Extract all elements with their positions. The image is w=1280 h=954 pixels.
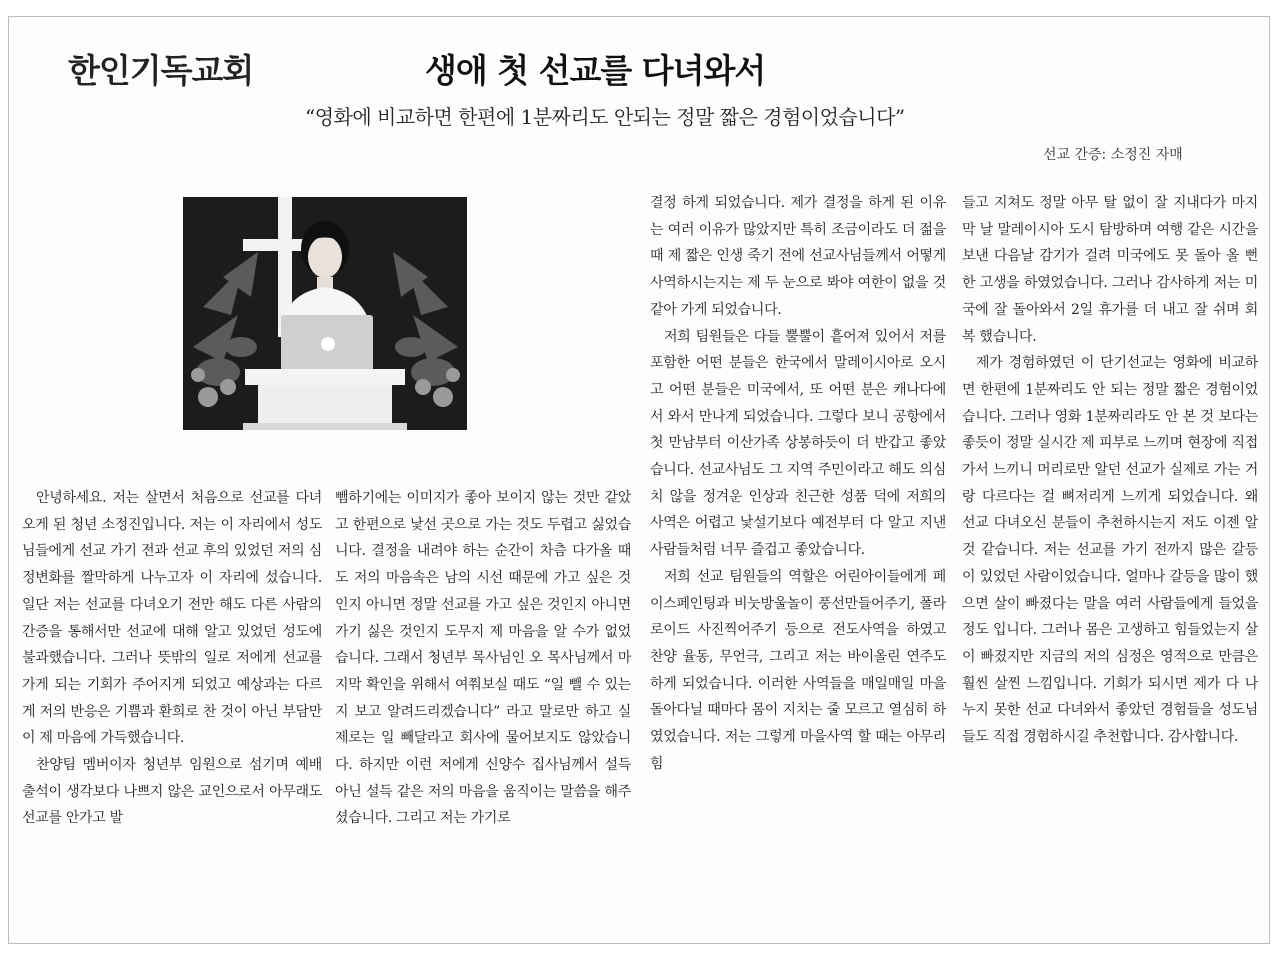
headline: 생애 첫 선교를 다녀와서 xyxy=(425,51,766,90)
byline: 선교 간증: 소정진 자매 xyxy=(1043,147,1183,163)
section-label: 한인기독교회 xyxy=(68,51,254,90)
speaker-photo xyxy=(183,197,467,430)
paragraph: 안녕하세요. 저는 살면서 처음으로 선교를 다녀오게 된 청년 소정진입니다. 저는 이 자리에서 성도님들에게 선교 가기 전과 선교 후의 있었던 저의 심정변화를 짤막하게 나누고자 이 자리에 섰습니다. 일단 저는 선교를 다녀오기 전만 해도 다른 사람의 간증을 통해서만 선교에 대해 알고 있었던 성도에 불과했습니다. 그러나 뜻밖의 일로 저에게 선교를 가게 되는 기회가 주어지게 되었고 예상과는 다르게 저의 반응은 기쁨과 환희로 찬 것이 아닌 부담만이 제 마음에 가득했습니다. xyxy=(22,490,322,747)
subheadline-quote: “영화에 비교하면 한편에 1분짜리도 안되는 정말 짧은 경험이었습니다” xyxy=(305,105,905,129)
paragraph: 저희 선교 팀원들의 역할은 어린아이들에게 페이스페인팅과 비눗방울놀이 풍선만들어주기, 폴라로이드 사진찍어주기 등으로 전도사역을 하였고 찬양 율동, 무언극, 그리고 저는 바이올린 연주도 하게 되었습니다. 이러한 사역들을 매일매일 마을 돌아다닐 때마다 몸이 지치는 줄 모르고 열심히 하였었습니다. 저는 그렇게 마을사역 할 때는 아무리 힘 xyxy=(650,568,946,772)
paragraph: 찬양팀 멤버이자 청년부 임원으로 섬기며 예배 출석이 생각보다 나쁘지 않은 교인으로서 아무래도 선교를 안가고 발 xyxy=(22,757,322,827)
paragraph: 들고 지쳐도 정말 아무 탈 없이 잘 지내다가 마지막 날 말레이시아 도시 탐방하며 여행 같은 시간을 보낸 다음날 감기가 걸려 미국에도 못 돌아 올 뻔한 고생을 하였었습니다. 그러나 감사하게 저는 미국에 잘 돌아와서 2일 휴가를 더 내고 잘 쉬며 회복 했습니다. xyxy=(962,195,1258,345)
article-column-4 xyxy=(962,190,1258,751)
paragraph: 뺌하기에는 이미지가 좋아 보이지 않는 것만 같았고 한편으로 낯선 곳으로 가는 것도 두렵고 싫었습니다. 결정을 내려야 하는 순간이 차츰 다가올 때도 저의 마음속은 남의 시선 때문에 가고 싶은 것인지 아니면 정말 선교를 가고 싶은 것인지 아니면 가기 싫은 것인지 도무지 제 마음을 알 수가 없었습니다. 그래서 청년부 목사님인 오 목사님께서 마지막 확인을 위해서 여쭤보실 때도 “일 뺄 수 있는지 보고 알려드리겠습니다” 라고 말로만 하고 실제로는 일 빼달라고 회사에 물어보지도 않았습니다. 하지만 이런 저에게 신양수 집사님께서 설득 아닌 설득 같은 저의 마음을 움직이는 말씀을 해주셨습니다. 그리고 저는 가기로 xyxy=(335,490,631,827)
article-column-1 xyxy=(22,485,322,832)
paragraph: 결정 하게 되었습니다. 제가 결정을 하게 된 이유는 여러 이유가 많았지만 특히 조금이라도 더 젊을 때 제 짧은 인생 죽기 전에 선교사님들께서 어떻게 사역하시는지는 제 두 눈으로 봐야 여한이 없을 것 같아 가게 되었습니다. xyxy=(650,195,946,318)
paragraph: 제가 경험하였던 이 단기선교는 영화에 비교하면 한편에 1분짜리도 안 되는 정말 짧은 경험이었습니다. 그러나 영화 1분짜리라도 안 본 것 보다는 좋듯이 정말 실시간 제 피부로 느끼며 현장에 직접 가서 느끼니 머리로만 알던 선교가 실제로 가는 거랑 다르다는 걸 뼈저리게 느끼게 되었습니다. 왜 선교 다녀오신 분들이 추천하시는지 저도 이젠 알 것 같습니다. 저는 선교를 가기 전까지 많은 갈등이 있었던 사람이었습니다. 얼마나 갈등을 많이 했으면 살이 빠졌다는 말을 여러 사람들에게 들었을 정도 입니다. 그러나 몸은 고생하고 힘들었는지 살이 빠졌지만 지금의 저의 심정은 영적으로 만큼은 훨씬 살찐 느낌입니다. 기회가 되시면 제가 다 나누지 못한 선교 다녀와서 좋았던 경험들을 성도님들도 직접 경험하시길 추천합니다. 감사합니다. xyxy=(962,355,1258,746)
speaker-photo-illustration xyxy=(183,197,467,430)
paragraph: 저희 팀원들은 다들 뿔뿔이 흩어져 있어서 저를 포함한 어떤 분들은 한국에서 말레이시아로 오시고 어떤 분들은 미국에서, 또 어떤 분은 캐나다에서 와서 만나게 되었습니다. 그렇다 보니 공항에서 첫 만남부터 이산가족 상봉하듯이 더 반갑고 좋았습니다. 선교사님도 그 지역 주민이라고 해도 의심치 않을 정겨운 인상과 친근한 성품 덕에 저희의 사역은 어렵고 낯설기보다 예전부터 다 알고 지낸 사람들처럼 너무 즐겁고 좋았습니다. xyxy=(650,328,946,559)
article-column-3 xyxy=(650,190,946,777)
article-column-2 xyxy=(335,485,631,832)
